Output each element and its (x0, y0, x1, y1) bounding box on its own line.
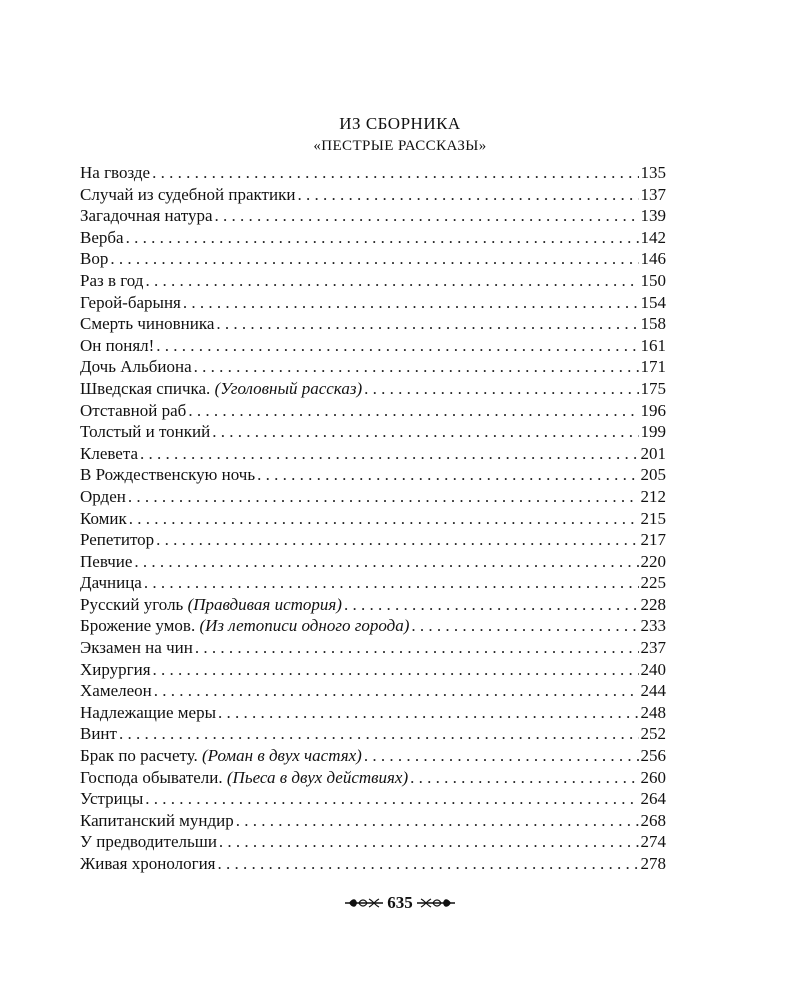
toc-entry-page: 260 (640, 767, 666, 787)
toc-entry (80, 487, 666, 509)
toc-entry (80, 444, 666, 466)
toc-entry (80, 724, 666, 746)
toc-entry (80, 206, 666, 228)
toc-entry-title-group (80, 509, 127, 529)
toc-entry (80, 509, 666, 531)
toc-entry-page: 240 (640, 659, 666, 679)
table-of-contents (80, 163, 666, 876)
toc-entry-subtitle: (Из летописи одного города) (199, 616, 410, 636)
toc-entry (80, 681, 666, 703)
toc-entry (80, 379, 666, 401)
toc-entry-title: Хамелеон (80, 681, 152, 701)
toc-entry-title: Шведская спичка. (80, 378, 211, 398)
toc-entry-page: 139 (640, 206, 666, 226)
toc-entry-page: 212 (640, 486, 666, 506)
toc-entry-title-group (80, 638, 193, 658)
toc-entry (80, 465, 666, 487)
toc-entry-page: 248 (640, 702, 666, 722)
toc-entry-page: 268 (640, 810, 666, 830)
toc-entry-title: Комик (80, 508, 127, 528)
dot-leader (410, 768, 638, 788)
toc-entry-page: 135 (640, 163, 666, 182)
toc-entry-page: 225 (640, 573, 666, 593)
toc-entry (80, 271, 666, 293)
toc-entry-title-group (80, 616, 409, 636)
toc-entry (80, 422, 666, 444)
toc-entry-title-group (80, 746, 362, 766)
page-number: 635 (387, 893, 413, 912)
toc-entry-title: Дочь Альбиона (80, 357, 192, 377)
toc-entry-page: 205 (640, 465, 666, 485)
toc-entry-title-group (80, 811, 234, 831)
toc-entry-title-group (80, 228, 124, 248)
toc-entry-page: 158 (640, 314, 666, 334)
toc-entry-title-group (80, 444, 138, 464)
toc-entry-title-group (80, 552, 132, 572)
toc-entry-page: 137 (640, 184, 666, 204)
dot-leader (194, 357, 639, 377)
dot-leader (144, 573, 639, 593)
toc-entry-subtitle: (Уголовный рассказ) (214, 378, 363, 398)
toc-entry-title-group (80, 249, 108, 269)
toc-entry (80, 768, 666, 790)
toc-entry-title-group (80, 314, 214, 334)
toc-entry-page: 154 (640, 292, 666, 312)
toc-entry-title-group (80, 660, 151, 680)
toc-entry (80, 249, 666, 271)
toc-entry (80, 530, 666, 552)
toc-entry-title: На гвозде (80, 163, 151, 182)
dot-leader (344, 595, 639, 615)
toc-entry-page: 228 (640, 594, 666, 614)
dot-leader (145, 789, 638, 809)
toc-entry-title-group (80, 206, 213, 226)
heading-line-collection: ИЗ СБОРНИКА (339, 114, 461, 133)
dot-leader (152, 163, 638, 183)
toc-entry-title-group (80, 595, 342, 615)
dot-leader (216, 314, 638, 334)
dot-leader (257, 465, 638, 485)
dot-leader (140, 444, 638, 464)
toc-entry-title-group (80, 724, 117, 744)
toc-entry-page: 161 (640, 335, 666, 355)
toc-entry (80, 185, 666, 207)
toc-entry-title-group (80, 163, 150, 183)
dot-leader (128, 487, 639, 507)
toc-entry-title: Певчие (80, 551, 133, 571)
toc-entry-title: Он понял! (80, 335, 155, 355)
toc-entry-title-group (80, 401, 186, 421)
toc-entry-title-group (80, 854, 216, 874)
toc-entry-page: 150 (640, 270, 666, 290)
toc-entry-subtitle: (Роман в двух частях) (202, 746, 362, 766)
toc-entry (80, 552, 666, 574)
dot-leader (364, 746, 639, 766)
toc-entry-page: 237 (640, 638, 666, 658)
toc-entry (80, 854, 666, 876)
fleuron-ornament-left-icon (343, 896, 385, 910)
fleuron-ornament-right-icon (415, 896, 457, 910)
toc-entry-title-group (80, 768, 408, 788)
dot-leader (218, 854, 639, 874)
dot-leader (154, 681, 639, 701)
dot-leader (188, 401, 638, 421)
toc-entry-title: Дачница (80, 573, 142, 593)
toc-entry-page: 278 (640, 854, 666, 873)
toc-entry-title: Толстый и тонкий (80, 422, 211, 442)
dot-leader (297, 185, 638, 205)
toc-entry-title-group (80, 832, 217, 852)
heading-line-title: «ПЕСТРЫЕ РАССКАЗЫ» (313, 138, 487, 154)
toc-entry (80, 789, 666, 811)
toc-entry-title-group (80, 271, 143, 291)
dot-leader (218, 703, 639, 723)
toc-entry-page: 252 (640, 724, 666, 744)
toc-entry-page: 274 (640, 832, 666, 852)
toc-entry-page: 233 (640, 616, 666, 636)
toc-entry-subtitle: (Правдивая история) (187, 594, 342, 614)
toc-entry-title: В Рождественскую ночь (80, 465, 256, 485)
toc-entry-title-group (80, 357, 192, 377)
toc-entry-title-group (80, 703, 216, 723)
toc-entry-title: Живая хронология (80, 854, 216, 873)
dot-leader (156, 530, 638, 550)
toc-entry (80, 832, 666, 854)
toc-entry (80, 314, 666, 336)
dot-leader (219, 832, 639, 852)
toc-entry-title-group (80, 681, 152, 701)
dot-leader (134, 552, 638, 572)
toc-entry (80, 357, 666, 379)
toc-entry (80, 811, 666, 833)
toc-entry-title-group (80, 530, 154, 550)
page-footer (0, 893, 800, 913)
dot-leader (129, 509, 639, 529)
toc-entry (80, 638, 666, 660)
toc-entry (80, 616, 666, 638)
toc-entry-page: 175 (640, 378, 666, 398)
toc-entry (80, 228, 666, 250)
toc-entry-title: Отставной раб (80, 400, 187, 420)
toc-entry-title: Капитанский мундир (80, 810, 234, 830)
toc-entry-title: У предводительши (80, 832, 217, 852)
dot-leader (212, 422, 638, 442)
section-heading (0, 113, 800, 157)
toc-entry-title: Господа обыватели. (80, 767, 223, 787)
toc-entry-title: Брожение умов. (80, 616, 196, 636)
toc-entry-title: Случай из судебной практики (80, 184, 296, 204)
toc-entry-title: Устрицы (80, 789, 144, 809)
toc-entry (80, 595, 666, 617)
toc-entry-title: Герой-барыня (80, 292, 181, 312)
dot-leader (156, 336, 638, 356)
toc-entry (80, 293, 666, 315)
toc-entry-title: Хирургия (80, 659, 151, 679)
dot-leader (215, 206, 639, 226)
toc-entry-title: Орден (80, 486, 126, 506)
toc-entry-title-group (80, 293, 181, 313)
toc-entry-title: Клевета (80, 443, 139, 463)
toc-entry-title: Брак по расчету. (80, 746, 198, 766)
dot-leader (145, 271, 638, 291)
toc-entry-title-group (80, 487, 126, 507)
toc-entry-title-group (80, 573, 142, 593)
toc-entry-subtitle: (Пьеса в двух действиях) (226, 767, 409, 787)
toc-entry-page: 256 (640, 746, 666, 766)
toc-entry-title: Верба (80, 227, 124, 247)
toc-entry (80, 746, 666, 768)
toc-entry-title: Вор (80, 249, 109, 269)
toc-entry-title: Раз в год (80, 270, 144, 290)
toc-entry (80, 163, 666, 185)
toc-entry (80, 401, 666, 423)
toc-entry-title: Винт (80, 724, 117, 744)
toc-entry-page: 201 (640, 443, 666, 463)
dot-leader (236, 811, 639, 831)
toc-entry-page: 264 (640, 789, 666, 809)
toc-entry-page: 217 (640, 530, 666, 550)
toc-entry-title: Смерть чиновника (80, 314, 215, 334)
toc-entry-title: Русский уголь (80, 594, 184, 614)
toc-entry (80, 336, 666, 358)
toc-entry-page: 244 (640, 681, 666, 701)
toc-entry-title-group (80, 185, 295, 205)
toc-entry-page: 196 (640, 400, 666, 420)
toc-entry (80, 660, 666, 682)
toc-entry-title-group (80, 379, 362, 399)
toc-entry-title-group (80, 336, 154, 356)
toc-entry-page: 171 (640, 357, 666, 377)
toc-entry-page: 142 (640, 227, 666, 247)
toc-entry-page: 220 (640, 551, 666, 571)
dot-leader (126, 228, 639, 248)
toc-entry-title-group (80, 789, 143, 809)
dot-leader (110, 249, 638, 269)
toc-entry-title: Надлежащие меры (80, 702, 216, 722)
dot-leader (119, 724, 639, 744)
dot-leader (411, 616, 638, 636)
toc-entry-title-group (80, 422, 210, 442)
toc-entry-page: 199 (640, 422, 666, 442)
dot-leader (364, 379, 638, 399)
toc-entry-title: Репетитор (80, 530, 155, 550)
toc-entry-page: 146 (640, 249, 666, 269)
toc-entry (80, 703, 666, 725)
dot-leader (195, 638, 639, 658)
dot-leader (183, 293, 639, 313)
toc-entry-title: Экзамен на чин (80, 638, 193, 658)
dot-leader (153, 660, 639, 680)
toc-entry-title-group (80, 465, 255, 485)
toc-entry-title: Загадочная натура (80, 206, 213, 226)
toc-entry (80, 573, 666, 595)
toc-entry-page: 215 (640, 508, 666, 528)
